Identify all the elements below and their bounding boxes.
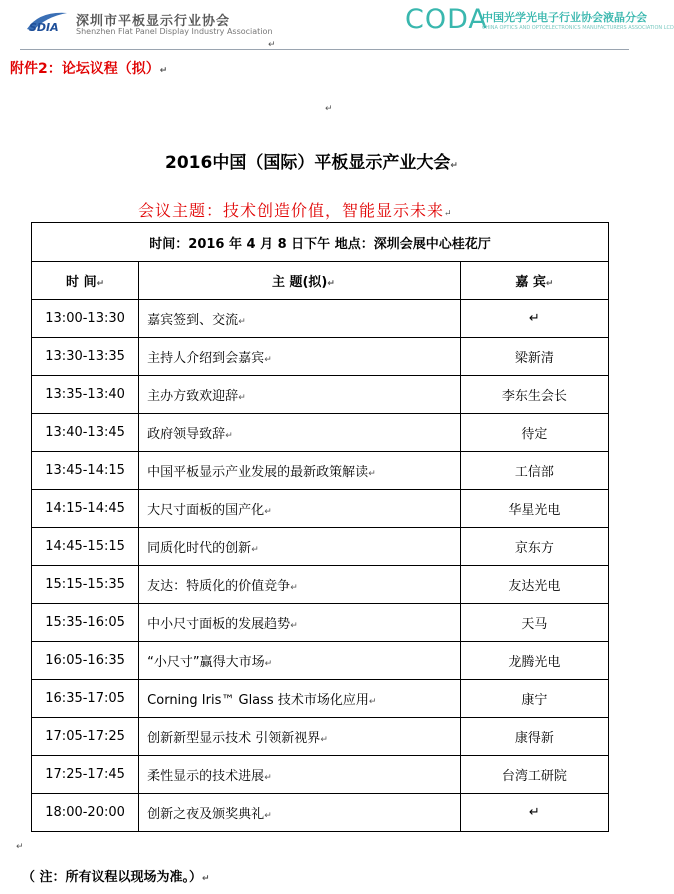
agenda-topic: 友达：特质化的价值竞争↵ xyxy=(139,566,461,604)
agenda-guest: 待定 xyxy=(460,414,608,452)
page-header xyxy=(0,0,674,54)
paragraph-mark: ↵ xyxy=(16,842,24,852)
agenda-info: 时间：2016 年 4 月 8 日下午 地点：深圳会展中心桂花厅 xyxy=(32,223,609,262)
agenda-time: 16:05-16:35 xyxy=(32,642,139,680)
table-row xyxy=(32,566,609,604)
agenda-time: 14:45-15:15 xyxy=(32,528,139,566)
agenda-guest: 梁新清 xyxy=(460,338,608,376)
agenda-guest: 京东方 xyxy=(460,528,608,566)
table-row xyxy=(32,528,609,566)
sdia-name: 深圳市平板显示行业协会 xyxy=(76,14,231,29)
agenda-topic: 嘉宾签到、交流↵ xyxy=(139,300,461,338)
agenda-topic: 创新之夜及颁奖典礼↵ xyxy=(139,794,461,832)
agenda-time: 15:35-16:05 xyxy=(32,604,139,642)
paragraph-mark: ↵ xyxy=(268,40,276,50)
page-title: 2016中国（国际）平板显示产业大会↵ xyxy=(165,153,458,173)
agenda-table xyxy=(31,222,609,832)
agenda-guest: ↵ xyxy=(460,300,608,338)
agenda-topic: 主持人介绍到会嘉宾↵ xyxy=(139,338,461,376)
agenda-guest: ↵ xyxy=(460,794,608,832)
table-row xyxy=(32,680,609,718)
table-row xyxy=(32,376,609,414)
table-row xyxy=(32,756,609,794)
table-row xyxy=(32,794,609,832)
agenda-guest: 台湾工研院 xyxy=(460,756,608,794)
agenda-topic: “小尺寸”赢得大市场↵ xyxy=(139,642,461,680)
agenda-time: 13:00-13:30 xyxy=(32,300,139,338)
agenda-time: 17:25-17:45 xyxy=(32,756,139,794)
agenda-time: 16:35-17:05 xyxy=(32,680,139,718)
agenda-time: 13:35-13:40 xyxy=(32,376,139,414)
table-row xyxy=(32,452,609,490)
agenda-header-row xyxy=(32,262,609,300)
agenda-info-row xyxy=(32,223,609,262)
agenda-time: 13:30-13:35 xyxy=(32,338,139,376)
coda-name-en: CHINA OPTICS AND OPTOELECTRONICS MANUFACTURERS ASSOCIATION LCD xyxy=(482,25,674,31)
agenda-topic: Corning Iris™ Glass 技术市场化应用↵ xyxy=(139,680,461,718)
table-row xyxy=(32,300,609,338)
coda-logo-text: CODA xyxy=(405,4,488,35)
sdia-logo-icon xyxy=(25,9,69,35)
table-row xyxy=(32,414,609,452)
agenda-topic: 政府领导致辞↵ xyxy=(139,414,461,452)
agenda-topic: 同质化时代的创新↵ xyxy=(139,528,461,566)
agenda-topic: 主办方致欢迎辞↵ xyxy=(139,376,461,414)
agenda-topic: 大尺寸面板的国产化↵ xyxy=(139,490,461,528)
agenda-time: 14:15-14:45 xyxy=(32,490,139,528)
agenda-topic: 创新新型显示技术 引领新视界↵ xyxy=(139,718,461,756)
agenda-note: （ 注：所有议程以现场为准。）↵ xyxy=(22,870,210,885)
agenda-topic: 柔性显示的技术进展↵ xyxy=(139,756,461,794)
agenda-guest: 天马 xyxy=(460,604,608,642)
agenda-guest: 康得新 xyxy=(460,718,608,756)
agenda-time: 18:00-20:00 xyxy=(32,794,139,832)
header-guest: 嘉 宾↵ xyxy=(460,262,608,300)
table-row xyxy=(32,490,609,528)
agenda-topic: 中小尺寸面板的发展趋势↵ xyxy=(139,604,461,642)
agenda-guest: 工信部 xyxy=(460,452,608,490)
agenda-topic: 中国平板显示产业发展的最新政策解读↵ xyxy=(139,452,461,490)
sdia-name-en: Shenzhen Flat Panel Display Industry Association xyxy=(76,27,273,36)
agenda-guest: 李东生会长 xyxy=(460,376,608,414)
sdia-logo-text: SDIA xyxy=(29,21,59,34)
attachment-label: 附件2：论坛议程（拟）↵ xyxy=(10,61,168,77)
table-row xyxy=(32,642,609,680)
header-divider xyxy=(20,49,629,50)
table-row xyxy=(32,718,609,756)
agenda-guest: 康宁 xyxy=(460,680,608,718)
agenda-guest: 龙腾光电 xyxy=(460,642,608,680)
header-time: 时 间↵ xyxy=(32,262,139,300)
header-topic: 主 题(拟)↵ xyxy=(139,262,461,300)
paragraph-mark: ↵ xyxy=(325,104,333,114)
table-row xyxy=(32,604,609,642)
agenda-time: 15:15-15:35 xyxy=(32,566,139,604)
agenda-guest: 友达光电 xyxy=(460,566,608,604)
table-row xyxy=(32,338,609,376)
agenda-time: 13:40-13:45 xyxy=(32,414,139,452)
agenda-guest: 华星光电 xyxy=(460,490,608,528)
coda-name: 中国光学光电子行业协会液晶分会 xyxy=(482,11,647,24)
agenda-time: 13:45-14:15 xyxy=(32,452,139,490)
agenda-time: 17:05-17:25 xyxy=(32,718,139,756)
conference-theme: 会议主题：技术创造价值，智能显示未来↵ xyxy=(138,201,453,220)
